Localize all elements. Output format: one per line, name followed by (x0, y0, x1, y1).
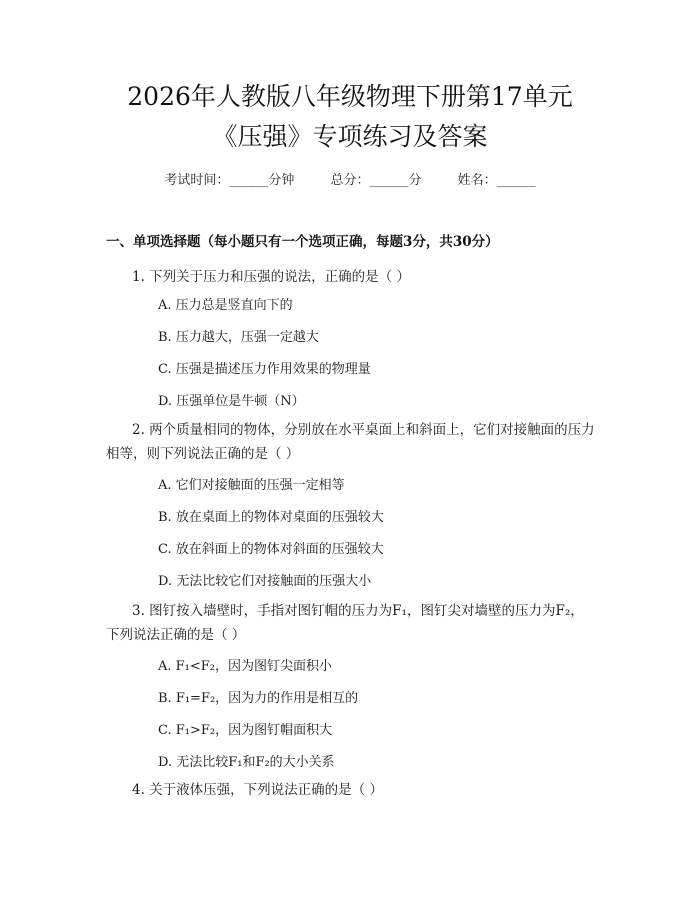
question-2-option-a: A. 它们对接触面的压强一定相等 (158, 478, 345, 493)
exam-time-field: 考试时间：______分钟 (164, 173, 295, 188)
question-3-stem: 3. 图钉按入墙壁时，手指对图钉帽的压力为F₁，图钉尖对墙壁的压力为F₂，下列说法正确的是（ ） (106, 603, 584, 643)
question-1-option-d: D. 压强单位是牛顿（N） (158, 394, 305, 409)
question-3-option-a: A. F₁<F₂，因为图钉尖面积小 (158, 659, 333, 674)
question-1-stem: 1. 下列关于压力和压强的说法，正确的是（ ） (132, 269, 410, 285)
question-1-option-a: A. 压力总是竖直向下的 (158, 298, 293, 313)
name-field: 姓名：______ (457, 173, 536, 188)
question-2-option-d: D. 无法比较它们对接触面的压强大小 (158, 574, 372, 589)
question-4-stem: 4. 关于液体压强，下列说法正确的是（ ） (132, 782, 383, 798)
section-heading: 一、单项选择题（每小题只有一个选项正确，每题3分，共30分） (106, 234, 499, 250)
question-2-option-c: C. 放在斜面上的物体对斜面的压强较大 (158, 542, 384, 557)
question-3-option-d: D. 无法比较F₁和F₂的大小关系 (158, 755, 335, 770)
exam-info-row (0, 169, 700, 188)
question-2-option-b: B. 放在桌面上的物体对桌面的压强较大 (158, 510, 384, 525)
document-title-line1: 2026年人教版八年级物理下册第17单元 (127, 82, 573, 111)
question-3-option-c: C. F₁>F₂，因为图钉帽面积大 (158, 723, 333, 738)
question-2-stem: 2. 两个质量相同的物体，分别放在水平桌面上和斜面上，它们对接触面的压力相等，则下列说法正确的是（ ） (106, 422, 595, 462)
total-score-field: 总分：______分 (330, 173, 422, 188)
question-1-option-b: B. 压力越大，压强一定越大 (158, 330, 319, 345)
question-3-option-b: B. F₁=F₂，因为力的作用是相互的 (158, 691, 359, 706)
document-title-line2: 《压强》专项练习及答案 (212, 122, 488, 151)
question-1-option-c: C. 压强是描述压力作用效果的物理量 (158, 362, 371, 377)
